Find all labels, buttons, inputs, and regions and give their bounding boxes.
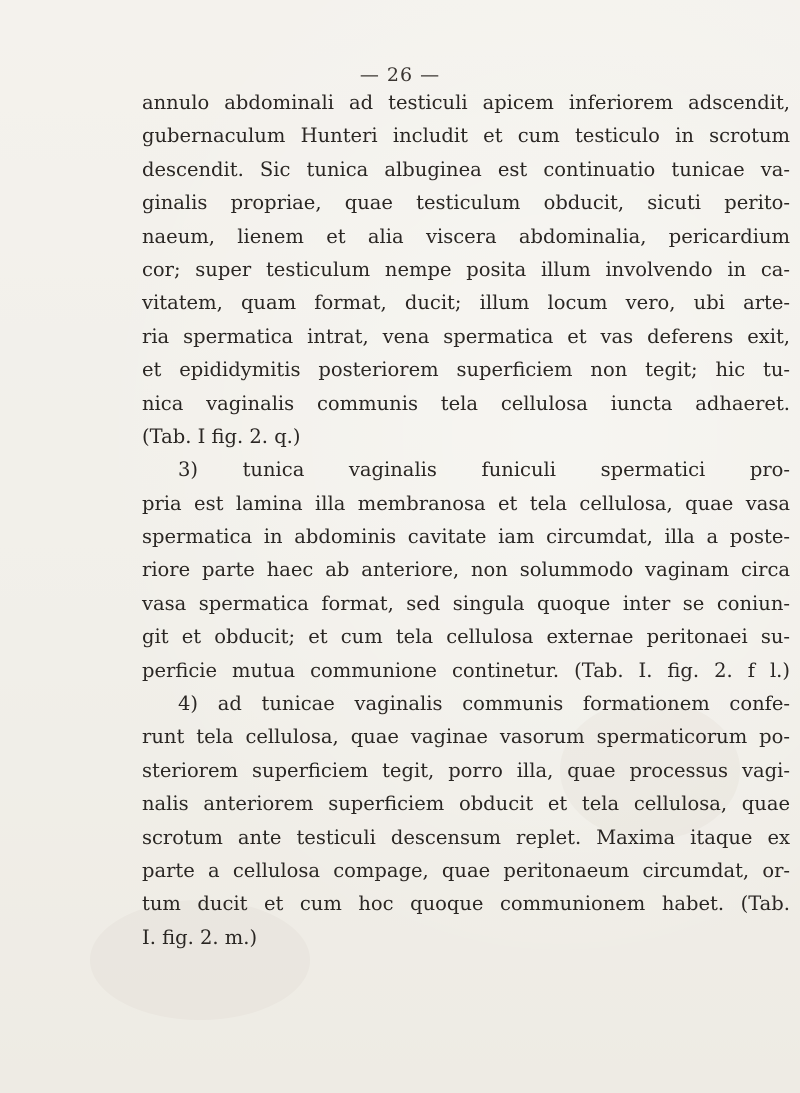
text-line: spermatica in abdominis cavitate iam circumdat, illa a poste- bbox=[142, 525, 790, 549]
text-line: nalis anteriorem superficiem obducit et tela cellulosa, quae bbox=[142, 792, 790, 816]
text-line: parte a cellulosa compage, quae peritonaeum circumdat, or- bbox=[142, 858, 790, 882]
text-line: perficie mutua communione continetur. (Tab. I. fig. 2. f l.) bbox=[142, 658, 790, 682]
text-line: annulo abdominali ad testiculi apicem inferiorem adscendit, bbox=[142, 91, 790, 114]
text-line: descendit. Sic tunica albuginea est continuatio tunicae va- bbox=[142, 157, 790, 181]
text-line: git et obducit; et cum tela cellulosa externae peritonaei su- bbox=[142, 625, 790, 649]
text-line: vasa spermatica format, sed singula quoque inter se coniun- bbox=[142, 591, 790, 615]
text-line: scrotum ante testiculi descensum replet. Maxima itaque ex bbox=[142, 825, 790, 849]
text-line: riore parte haec ab anteriore, non solummodo vaginam circa bbox=[142, 558, 790, 582]
text-line: nica vaginalis communis tela cellulosa iuncta adhaeret. bbox=[142, 391, 790, 415]
text-line: et epididymitis posteriorem superficiem non tegit; hic tu- bbox=[142, 358, 790, 382]
text-line: tum ducit et cum hoc quoque communionem habet. (Tab. bbox=[142, 892, 790, 916]
text-line: steriorem superficiem tegit, porro illa, quae processus vagi- bbox=[142, 758, 790, 782]
text-line: naeum, lienem et alia viscera abdominalia, pericardium bbox=[142, 224, 790, 248]
paragraph-start-line: 3) tunica vaginalis funiculi spermatici pro- bbox=[178, 458, 790, 482]
text-line: cor; super testiculum nempe posita illum involvendo in ca- bbox=[142, 257, 790, 281]
text-line: pria est lamina illa membranosa et tela cellulosa, quae vasa bbox=[142, 491, 790, 515]
text-line: (Tab. I fig. 2. q.) bbox=[142, 424, 301, 448]
text-line: gubernaculum Hunteri includit et cum testiculo in scrotum bbox=[142, 124, 790, 148]
body-text bbox=[142, 86, 790, 954]
text-line: runt tela cellulosa, quae vaginae vasorum spermaticorum po- bbox=[142, 725, 790, 749]
paragraph-start-line: 4) ad tunicae vaginalis communis formationem confe- bbox=[178, 692, 790, 716]
text-line: I. fig. 2. m.) bbox=[142, 925, 258, 949]
text-line: ria spermatica intrat, vena spermatica et vas deferens exit, bbox=[142, 324, 790, 348]
page-number-header: — 26 — bbox=[359, 64, 441, 86]
text-line: vitatem, quam format, ducit; illum locum vero, ubi arte- bbox=[142, 291, 790, 315]
text-line: ginalis propriae, quae testiculum obducit, sicuti perito- bbox=[142, 191, 790, 215]
